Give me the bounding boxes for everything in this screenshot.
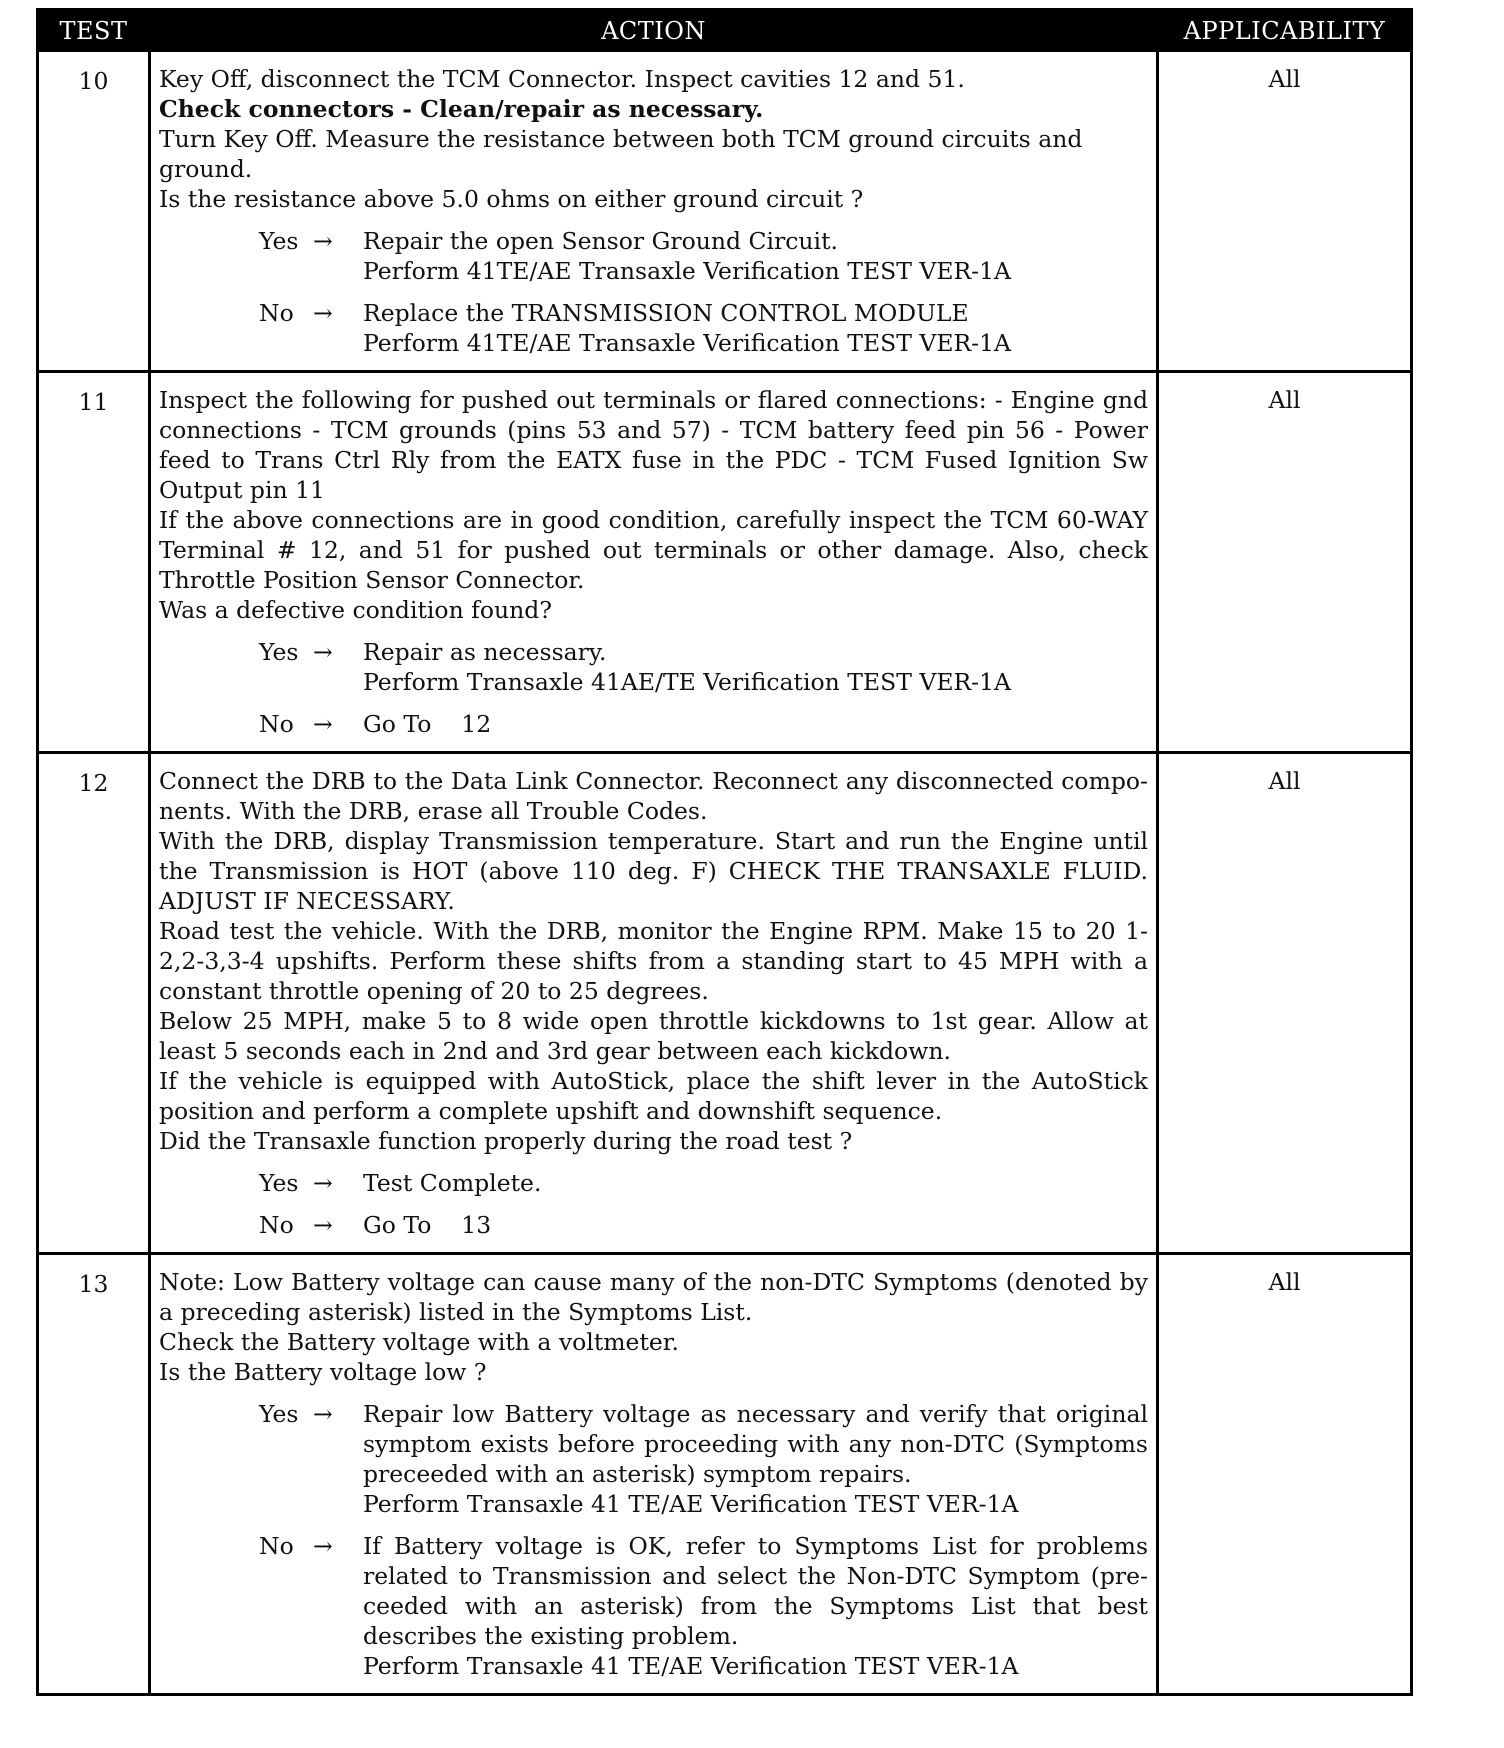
right-arrow-icon: → bbox=[313, 638, 333, 666]
result-text: If Battery voltage is OK, refer to Symptoms List for problems related to Transmission and select the Non-DTC Symptom (pre-ceeded with an asterisk) from the Symptoms List that best describes the existing problem. bbox=[363, 1532, 1156, 1650]
answer-label: Yes bbox=[259, 638, 299, 666]
action-text: Connect the DRB to the Data Link Connector. Reconnect any disconnected compo-nents. With the DRB, erase all Trouble Codes. bbox=[159, 767, 1148, 825]
action-question: Is the Battery voltage low ? bbox=[159, 1358, 487, 1386]
applicability-value: All bbox=[1158, 753, 1412, 1254]
table-row bbox=[38, 753, 1412, 1254]
answer-label: No bbox=[259, 710, 294, 738]
outcome-yes bbox=[259, 226, 1148, 286]
outcome-result bbox=[363, 709, 1148, 739]
action-cell bbox=[150, 51, 1158, 372]
header-action: ACTION bbox=[150, 10, 1158, 51]
result-text: Perform Transaxle 41 TE/AE Verification TEST VER-1A bbox=[363, 1490, 1019, 1518]
action-text: Check the Battery voltage with a voltmeter. bbox=[159, 1328, 679, 1356]
result-text: Replace the TRANSMISSION CONTROL MODULE bbox=[363, 299, 969, 327]
action-text: Check connectors - Clean/repair as necessary. bbox=[159, 95, 764, 123]
test-number: 10 bbox=[38, 51, 150, 372]
outcome-result bbox=[363, 637, 1148, 697]
action-cell bbox=[150, 372, 1158, 753]
outcome-yes bbox=[259, 1399, 1156, 1519]
action-text: Key Off, disconnect the TCM Connector. Inspect cavities 12 and 51. bbox=[159, 65, 965, 93]
answer-label: No bbox=[259, 1211, 294, 1239]
outcomes bbox=[159, 637, 1148, 739]
result-text: Repair as necessary. bbox=[363, 638, 607, 666]
right-arrow-icon: → bbox=[313, 1211, 333, 1239]
result-text: Repair low Battery voltage as necessary and verify that original symptom exists before proceeding with any non-DTC (Symptoms preceeded with an asterisk) symptom repairs. bbox=[363, 1400, 1156, 1488]
action-cell bbox=[150, 1254, 1158, 1695]
action-question: Did the Transaxle function properly during the road test ? bbox=[159, 1127, 853, 1155]
outcome-no bbox=[259, 1210, 1148, 1240]
outcome-result bbox=[363, 1210, 1148, 1240]
header-test: TEST bbox=[38, 10, 150, 51]
answer-label: Yes bbox=[259, 1400, 299, 1428]
outcome-result bbox=[363, 298, 1148, 358]
answer-label: No bbox=[259, 299, 294, 327]
action-text: With the DRB, display Transmission temperature. Start and run the Engine until the Transmission is HOT (above 110 deg. F) CHECK THE TRANSAXLE FLUID. ADJUST IF NECESSARY. bbox=[159, 827, 1148, 915]
applicability-value: All bbox=[1158, 51, 1412, 372]
action-text: If the above connections are in good condition, carefully inspect the TCM 60-WAY Terminal # 12, and 51 for pushed out terminals or other damage. Also, check Throttle Position Sensor Connector. bbox=[159, 506, 1148, 594]
right-arrow-icon: → bbox=[313, 227, 333, 255]
answer-label: Yes bbox=[259, 227, 299, 255]
test-number: 13 bbox=[38, 1254, 150, 1695]
table-row bbox=[38, 372, 1412, 753]
outcomes bbox=[159, 1168, 1148, 1240]
action-cell bbox=[150, 753, 1158, 1254]
outcome-result bbox=[363, 1168, 1148, 1198]
action-text: Inspect the following for pushed out terminals or flared connections: - Engine gnd connections - TCM grounds (pins 53 and 57) - TCM battery feed pin 56 - Power feed to Trans Ctrl Rly from the EATX fuse in the PDC - TCM Fused Ignition Sw Output pin 11 bbox=[159, 386, 1148, 504]
table-row bbox=[38, 51, 1412, 372]
table-header-row bbox=[38, 10, 1412, 51]
action-text: If the vehicle is equipped with AutoStick, place the shift lever in the AutoStick position and perform a complete upshift and downshift sequence. bbox=[159, 1067, 1148, 1125]
diagnostic-test-table bbox=[36, 8, 1413, 1696]
result-text: Perform 41TE/AE Transaxle Verification TEST VER-1A bbox=[363, 329, 1012, 357]
right-arrow-icon: → bbox=[313, 710, 333, 738]
applicability-value: All bbox=[1158, 372, 1412, 753]
right-arrow-icon: → bbox=[313, 1400, 333, 1428]
table-row bbox=[38, 1254, 1412, 1695]
outcome-result bbox=[363, 226, 1148, 286]
result-text: Perform Transaxle 41 TE/AE Verification TEST VER-1A bbox=[363, 1652, 1019, 1680]
right-arrow-icon: → bbox=[313, 1532, 333, 1560]
result-text: Test Complete. bbox=[363, 1169, 542, 1197]
answer-label: No bbox=[259, 1532, 294, 1560]
outcome-yes bbox=[259, 637, 1148, 697]
action-question: Is the resistance above 5.0 ohms on either ground circuit ? bbox=[159, 185, 864, 213]
test-number: 12 bbox=[38, 753, 150, 1254]
action-text: Below 25 MPH, make 5 to 8 wide open throttle kickdowns to 1st gear. Allow at least 5 seconds each in 2nd and 3rd gear between each kickdown. bbox=[159, 1007, 1148, 1065]
test-number: 11 bbox=[38, 372, 150, 753]
right-arrow-icon: → bbox=[313, 299, 333, 327]
outcome-yes bbox=[259, 1168, 1148, 1198]
action-text: Note: Low Battery voltage can cause many of the non-DTC Symptoms (denoted by a preceding asterisk) listed in the Symptoms List. bbox=[159, 1268, 1148, 1326]
result-text: Repair the open Sensor Ground Circuit. bbox=[363, 227, 838, 255]
action-question: Was a defective condition found? bbox=[159, 596, 552, 624]
answer-label: Yes bbox=[259, 1169, 299, 1197]
result-text: Perform Transaxle 41AE/TE Verification TEST VER-1A bbox=[363, 668, 1012, 696]
result-text: Perform 41TE/AE Transaxle Verification TEST VER-1A bbox=[363, 257, 1012, 285]
action-text: Turn Key Off. Measure the resistance between both TCM ground circuits and ground. bbox=[159, 125, 1090, 183]
outcomes bbox=[159, 226, 1148, 358]
right-arrow-icon: → bbox=[313, 1169, 333, 1197]
outcome-no bbox=[259, 1531, 1156, 1681]
action-text: Road test the vehicle. With the DRB, monitor the Engine RPM. Make 15 to 20 1-2,2-3,3-4 upshifts. Perform these shifts from a standing start to 45 MPH with a constant throttle opening of 20 to 25 degrees. bbox=[159, 917, 1148, 1005]
outcomes bbox=[159, 1399, 1156, 1681]
outcome-no bbox=[259, 298, 1148, 358]
outcome-no bbox=[259, 709, 1148, 739]
outcome-result bbox=[363, 1531, 1156, 1681]
applicability-value: All bbox=[1158, 1254, 1412, 1695]
header-applicability: APPLICABILITY bbox=[1158, 10, 1412, 51]
outcome-result bbox=[363, 1399, 1156, 1519]
result-text: Go To 13 bbox=[363, 1211, 492, 1239]
result-text: Go To 12 bbox=[363, 710, 492, 738]
diagnostic-test-table-page bbox=[36, 8, 1410, 1696]
